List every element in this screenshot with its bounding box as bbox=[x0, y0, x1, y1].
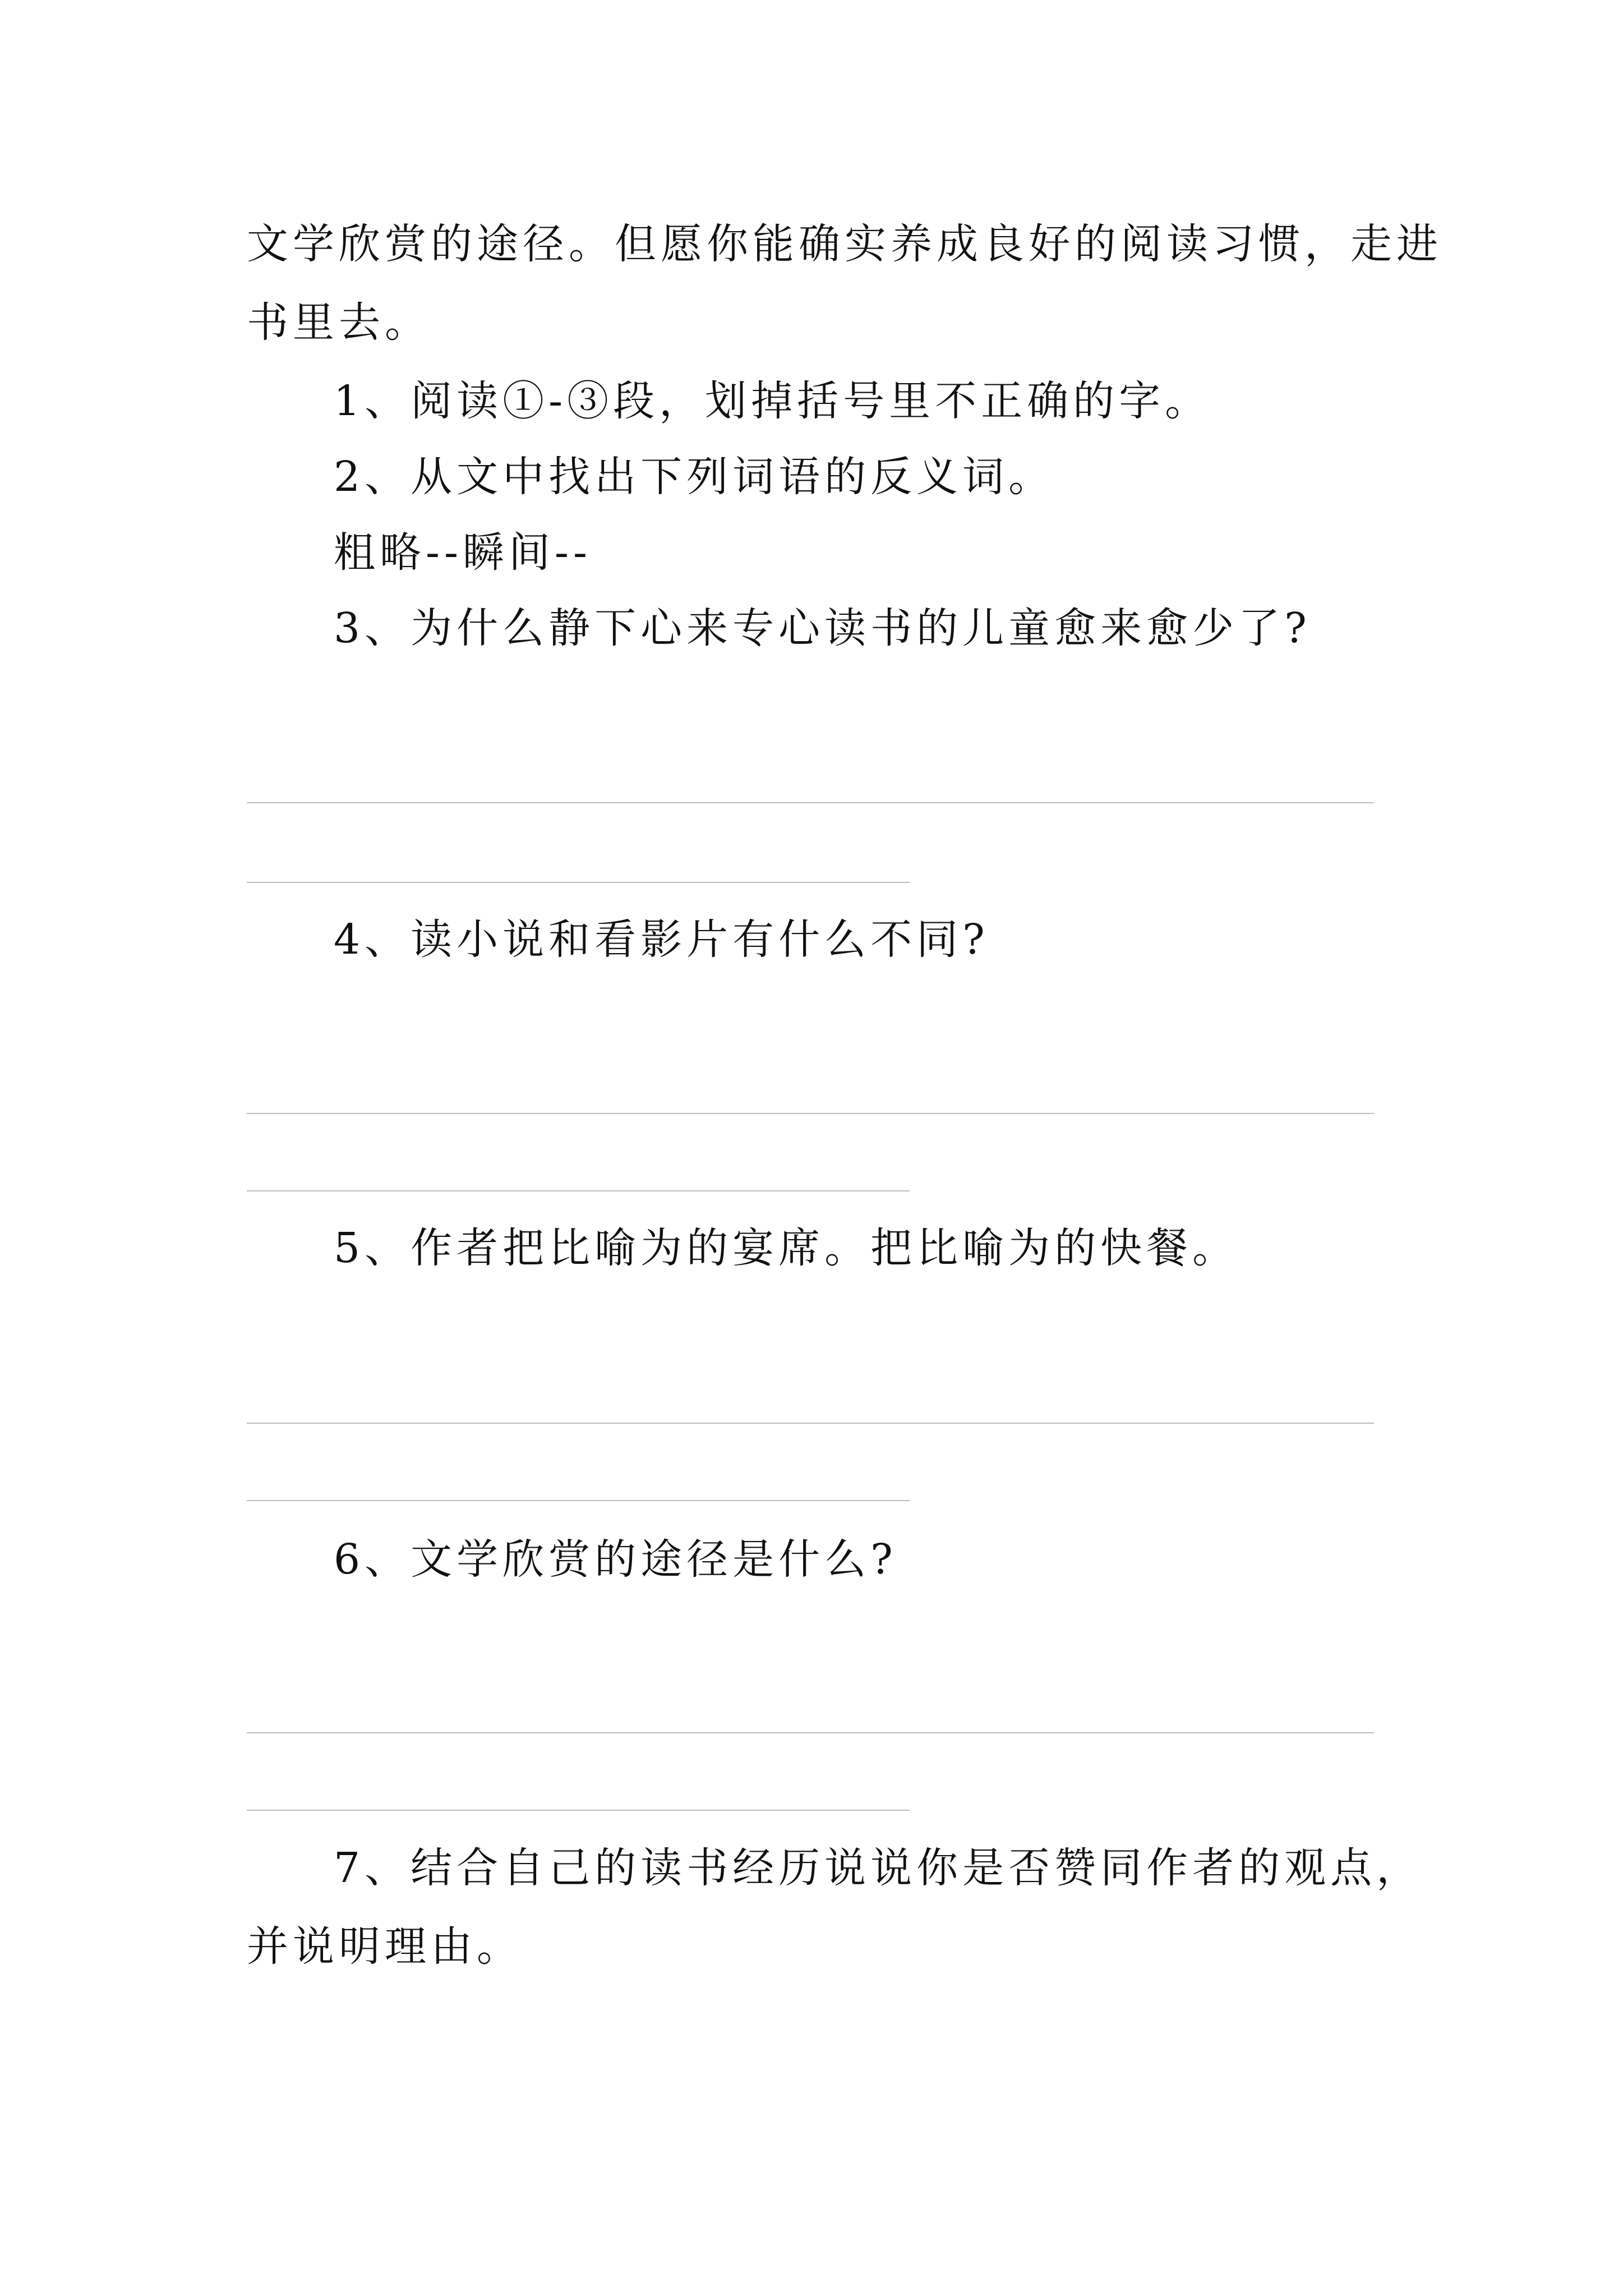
answer-line-4b bbox=[247, 1190, 910, 1191]
answer-line-5b bbox=[247, 1500, 910, 1501]
question-5: 5、作者把比喻为的宴席。把比喻为的快餐。 bbox=[334, 1224, 1239, 1272]
answer-line-5a bbox=[247, 1423, 1374, 1424]
question-2-words: 粗略--瞬间-- bbox=[334, 528, 592, 577]
answer-line-4a bbox=[247, 1113, 1374, 1114]
intro-text-line-2: 书里去。 bbox=[247, 298, 431, 347]
intro-text-line-1: 文学欣赏的途径。但愿你能确实养成良好的阅读习惯，走进 bbox=[247, 220, 1442, 268]
answer-line-6b bbox=[247, 1810, 910, 1811]
question-7-line-1: 7、结合自己的读书经历说说你是否赞同作者的观点， bbox=[334, 1844, 1423, 1892]
question-6: 6、文学欣赏的途径是什么? bbox=[334, 1535, 897, 1584]
question-3: 3、为什么静下心来专心读书的儿童愈来愈少了? bbox=[334, 604, 1311, 652]
question-4: 4、读小说和看影片有什么不同? bbox=[334, 915, 989, 964]
question-2: 2、从文中找出下列词语的反义词。 bbox=[334, 453, 1055, 501]
question-7-line-2: 并说明理由。 bbox=[247, 1922, 523, 1971]
answer-line-3a bbox=[247, 802, 1374, 803]
answer-line-6a bbox=[247, 1732, 1374, 1733]
question-1: 1、阅读①-③段，划掉括号里不正确的字。 bbox=[334, 377, 1211, 425]
answer-line-3b bbox=[247, 882, 910, 883]
